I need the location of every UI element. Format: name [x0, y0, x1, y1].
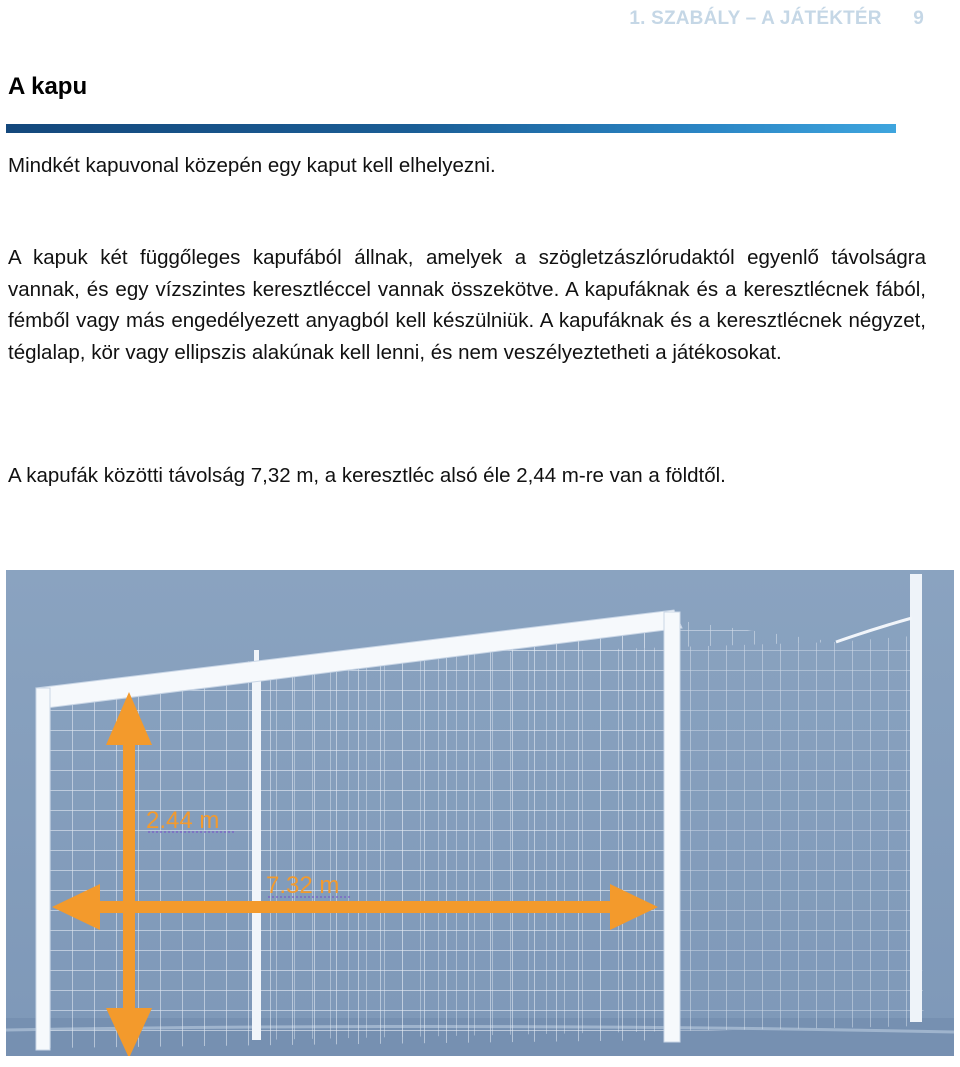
rear-pole	[910, 574, 922, 1022]
goal-illustration	[6, 570, 954, 1056]
title-rule	[6, 124, 896, 133]
left-goalpost	[36, 688, 50, 1050]
section-title: A kapu	[8, 73, 88, 100]
width-label: 7.32 m	[266, 872, 340, 899]
height-label: 2.44 m	[146, 807, 220, 834]
net-support-pole	[252, 662, 261, 1040]
page-number: 9	[913, 8, 924, 29]
paragraph-goal-description: A kapuk két függőleges kapufából állnak, amelyek a szögletzászlórudaktól egyenlő távolságra vannak, és egy vízszintes keresztléccel vannak összekötve. A kapufáknak és a keresztlécnek fából, fémből vagy más engedélyezett anyagból kell készülniük. A kapufáknak és a keresztlécnek négyzet, téglalap, kör vagy ellipszis alakúnak kell lenni, és nem veszélyeztetheti a játékosokat.	[8, 246, 926, 364]
running-header	[629, 8, 924, 30]
paragraph-intro: Mindkét kapuvonal közepén egy kaput kell elhelyezni.	[8, 154, 496, 177]
chapter-title: 1. SZABÁLY – A JÁTÉKTÉR	[629, 8, 882, 29]
paragraph-goal-dimensions: A kapufák közötti távolság 7,32 m, a keresztléc alsó éle 2,44 m-re van a földtől.	[8, 464, 726, 487]
right-goalpost	[664, 612, 680, 1042]
